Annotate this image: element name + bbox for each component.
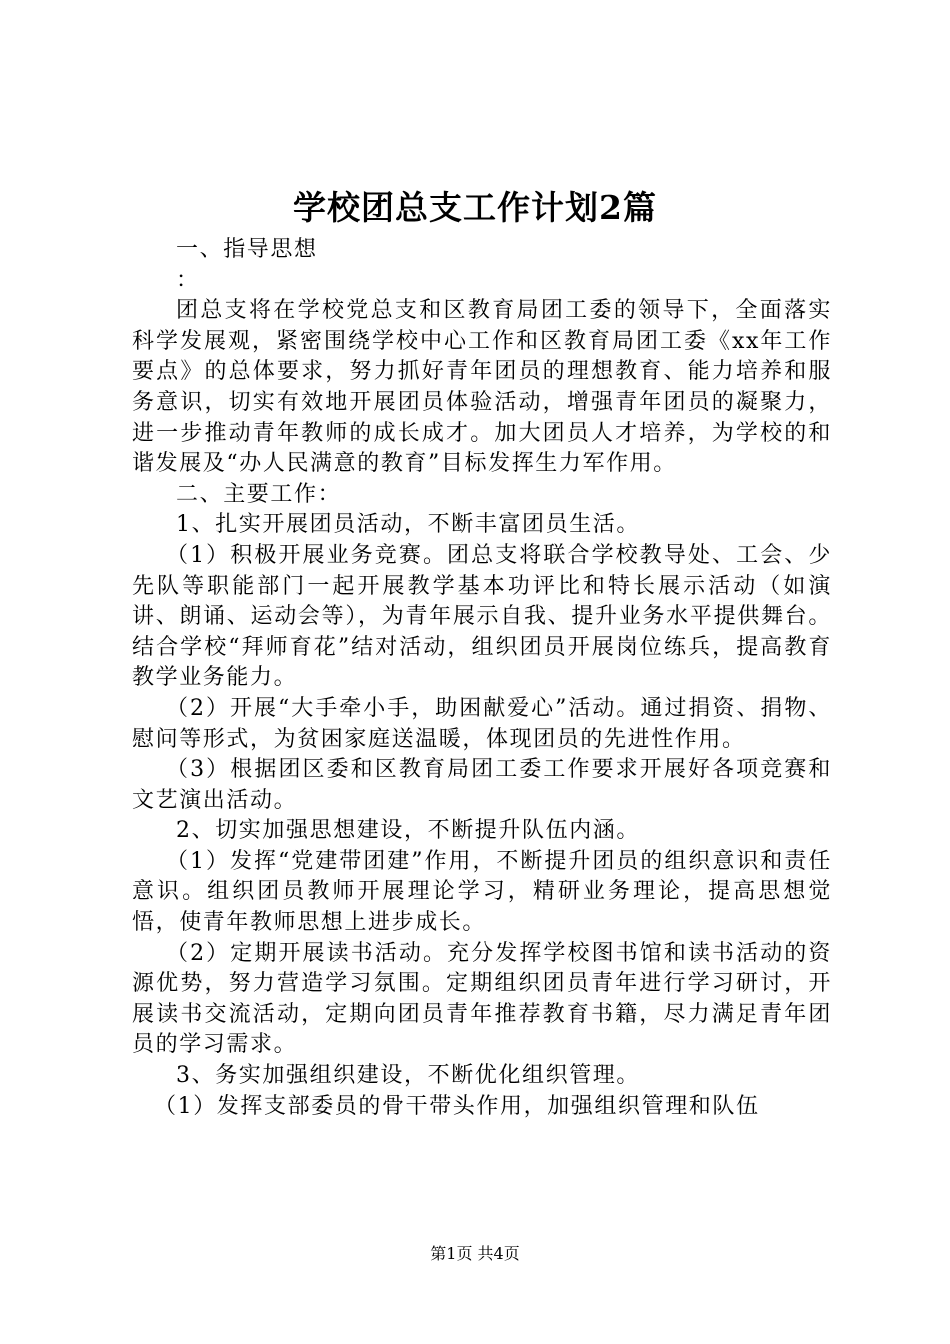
paragraph-1-1: （1）积极开展业务竞赛。团总支将联合学校教导处、工会、少先队等职能部门一起开展教学基本功评比和特长展示活动（如演讲、朗诵、运动会等），为青年展示自我、提升业务水平提供舞台。结合学校“拜师育花”结对活动，组织团员开展岗位练兵，提高教育教学业务能力。 xyxy=(132,542,832,691)
paragraph-3-1: （1）发挥支部委员的骨干带头作用，加强组织管理和队伍 xyxy=(154,1093,760,1119)
paragraph-2-1: （1）发挥“党建带团建”作用，不断提升团员的组织意识和责任意识。组织团员教师开展理论学习，精研业务理论，提高思想觉悟，使青年教师思想上进步成长。 xyxy=(132,848,832,936)
paragraph-2-2: （2）定期开展读书活动。充分发挥学校图书馆和读书活动的资源优势，努力营造学习氛围。定期组织团员青年进行学习研讨，开展读书交流活动，定期向团员青年推荐教育书籍，尽力满足青年团员的学习需求。 xyxy=(132,940,832,1058)
page-footer: 第1页 共4页 xyxy=(430,1244,520,1263)
paragraph-1-3: （3）根据团区委和区教育局团工委工作要求开展好各项竞赛和文艺演出活动。 xyxy=(132,757,832,813)
paragraph-intro: 团总支将在学校党总支和区教育局团工委的领导下，全面落实科学发展观，紧密围绕学校中心工作和区教育局团工委《xx年工作要点》的总体要求，努力抓好青年团员的理想教育、能力培养和服务意识，切实有效地开展团员体验活动，增强青年团员的凝聚力，进一步推动青年教师的成长成才。加大团员人才培养，为学校的和谐发展及“办人民满意的教育”目标发挥生力军作用。 xyxy=(132,298,832,477)
document-title: 学校团总支工作计划2篇 xyxy=(293,188,657,227)
document-body xyxy=(132,235,832,1122)
colon-line: ： xyxy=(176,267,200,293)
section-heading-main-work: 二、主要工作： xyxy=(176,481,342,507)
item-heading-2: 2、切实加强思想建设，不断提升队伍内涵。 xyxy=(176,818,640,844)
item-heading-1: 1、扎实开展团员活动，不断丰富团员生活。 xyxy=(176,512,640,538)
section-heading-guiding-ideology: 一、指导思想 xyxy=(176,237,318,262)
item-heading-3: 3、务实加强组织建设，不断优化组织管理。 xyxy=(176,1063,640,1089)
paragraph-1-2: （2）开展“大手牵小手，助困献爱心”活动。通过捐资、捐物、慰问等形式，为贫困家庭送温暖，体现团员的先进性作用。 xyxy=(132,695,832,752)
